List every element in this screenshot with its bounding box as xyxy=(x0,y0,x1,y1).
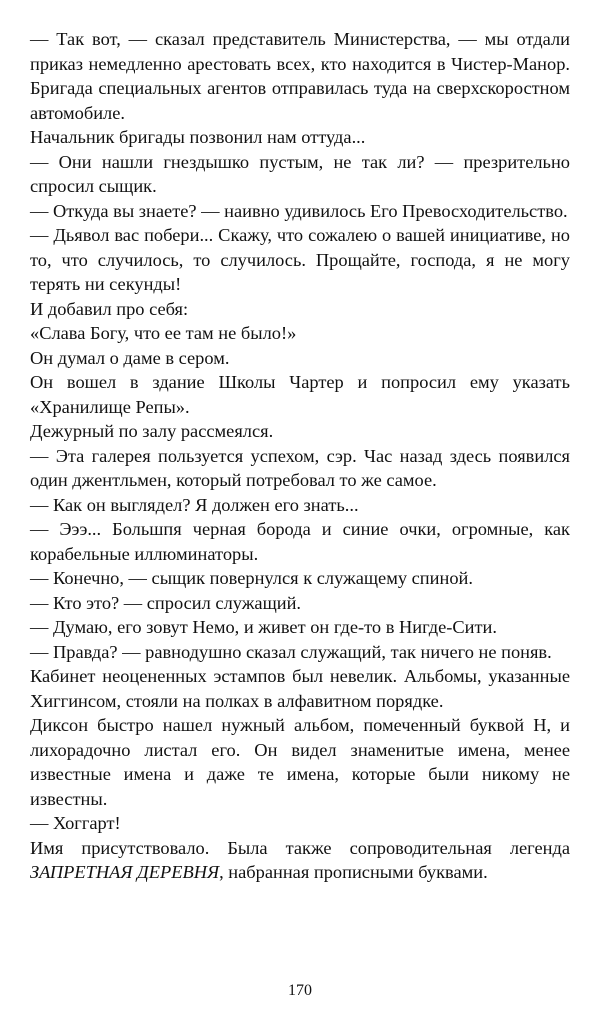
book-title-italic: ЗАПРЕТНАЯ ДЕРЕВНЯ xyxy=(30,862,220,882)
paragraph: Кабинет неоцененных эстампов был невелик. Альбомы, указанные Хиггинсом, стояли на полках в алфавитном порядке. xyxy=(30,666,570,711)
paragraph: — Так вот, — сказал представитель Министерства, — мы отдали приказ немедленно арестовать всех, кто находится в Чистер-Манор. Бригада специальных агентов отправилась туда на сверхскоростном автомобиле. xyxy=(30,29,570,123)
paragraph: Диксон быстро нашел нужный альбом, помеченный буквой Н, и лихорадочно листал его. Он видел знаменитые имена, менее известные имена и даже те имена, которые были никому не известны. xyxy=(30,715,570,809)
page-text xyxy=(30,27,570,885)
last-paragraph xyxy=(30,836,570,885)
paragraph: — Правда? — равнодушно сказал служащий, так ничего не поняв. xyxy=(30,641,552,662)
paragraph: — Они нашли гнездышко пустым, не так ли? — презрительно спросил сыщик. xyxy=(30,151,570,196)
paragraph: — Думаю, его зовут Немо, и живет он где-то в Нигде-Сити. xyxy=(30,617,497,637)
paragraph: — Конечно, — сыщик повернулся к служащему спиной. xyxy=(30,568,473,588)
paragraph: И добавил про себя: xyxy=(30,298,189,319)
paragraph: — Эта галерея пользуется успехом, сэр. Час назад здесь появился один джентльмен, который потребовал то же самое. xyxy=(30,445,570,490)
paragraph: — Кто это? — спросил служащий. xyxy=(30,592,302,613)
last-paragraph-tail: , набранная прописными буквами. xyxy=(219,862,488,882)
paragraph: — Эээ... Большпя черная борода и синие очки, огромные, как корабельные иллюминаторы. xyxy=(30,519,570,564)
paragraph: — Откуда вы знаете? — наивно удивилось Его Превосходительство. xyxy=(30,200,568,221)
paragraph: — Как он выглядел? Я должен его знать... xyxy=(30,494,359,515)
paragraph: Дежурный по залу рассмеялся. xyxy=(30,421,274,441)
paragraph: «Слава Богу, что ее там не было!» xyxy=(30,323,297,343)
last-paragraph-lead: Имя присутствовало. Была также сопроводительная легенда xyxy=(30,837,570,858)
paragraph: — Хоггарт! xyxy=(30,813,121,833)
paragraph: Он думал о даме в сером. xyxy=(30,347,230,368)
paragraph: Начальник бригады позвонил нам оттуда... xyxy=(30,127,366,147)
paragraph: — Дьявол вас побери... Скажу, что сожалею о вашей инициативе, но то, что случилось, то случилось. Прощайте, господа, я не могу терять ни секунды! xyxy=(30,225,570,294)
page-number: 170 xyxy=(288,982,312,999)
paragraph: Он вошел в здание Школы Чартер и попросил ему указать «Хранилище Репы». xyxy=(30,372,570,417)
